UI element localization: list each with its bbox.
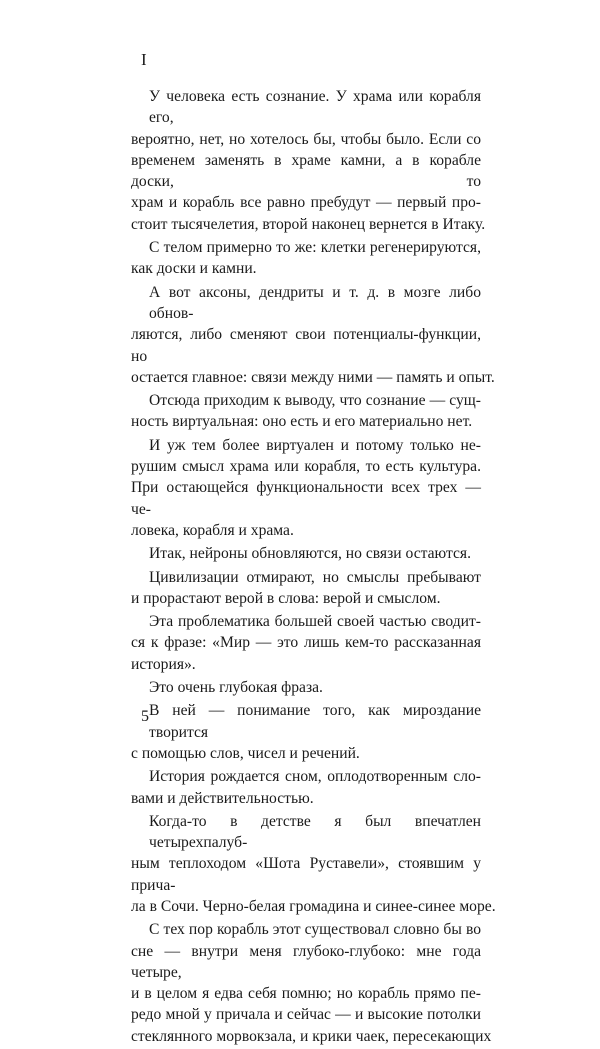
page-number: 5 bbox=[141, 708, 149, 725]
text-line: При остающейся функциональности всех трех — че- bbox=[131, 479, 481, 518]
text-line: С тех пор корабль этот существовал словно бы во bbox=[149, 921, 481, 939]
text-line: сне — внутри меня глубоко-глубоко: мне года четыре, bbox=[131, 942, 481, 981]
text-line: Отсюда приходим к выводу, что сознание — сущ- bbox=[149, 392, 481, 410]
text-line: редо мной у причала и сейчас — и высокие потолки bbox=[131, 1006, 481, 1024]
text-line: ляются, либо сменяют свои потенциалы-функции, но bbox=[131, 326, 481, 365]
text-line: стоит тысячелетия, второй наконец вернется в Итаку. bbox=[131, 215, 486, 233]
paragraph bbox=[131, 237, 481, 280]
text-line: В ней — понимание того, как мироздание творится bbox=[149, 702, 481, 741]
text-line: временем заменять в храме камни, а в корабле доски, то bbox=[131, 151, 481, 191]
paragraph bbox=[131, 435, 481, 541]
text-line: как доски и камни. bbox=[131, 260, 257, 278]
text-line: ловека, корабля и храма. bbox=[131, 521, 294, 539]
paragraph bbox=[131, 766, 481, 809]
text-line: и в целом я едва себя помню; но корабль прямо пе- bbox=[131, 985, 481, 1003]
text-line: вероятно, нет, но хотелось бы, чтобы было. Если со bbox=[131, 130, 481, 148]
text-line: У человека есть сознание. У храма или корабля его, bbox=[149, 88, 481, 127]
paragraph bbox=[131, 567, 481, 610]
text-line: ность виртуальная: оно есть и его материально нет. bbox=[131, 413, 473, 431]
text-line: и прорастают верой в слова: верой и смыслом. bbox=[131, 589, 441, 607]
text-line: Итак, нейроны обновляются, но связи остаются. bbox=[149, 545, 471, 563]
paragraph bbox=[131, 700, 481, 764]
paragraph bbox=[131, 86, 486, 235]
text-line: храм и корабль все равно пребудут — первый про- bbox=[131, 194, 481, 212]
text-line: История рождается сном, оплодотворенным сло- bbox=[149, 768, 481, 786]
text-line: ся к фразе: «Мир — это лишь кем-то рассказанная bbox=[131, 634, 481, 652]
body-text bbox=[131, 86, 496, 1049]
text-line: рушим смысл храма или корабля, то есть культура. bbox=[131, 458, 481, 476]
text-line: Эта проблематика большей своей частью сводит- bbox=[149, 613, 481, 631]
text-line: история». bbox=[131, 655, 196, 673]
text-line: остается главное: связи между ними — память и опыт. bbox=[131, 368, 495, 386]
text-line: Когда-то в детстве я был впечатлен четырехпалуб- bbox=[149, 812, 481, 852]
paragraph bbox=[131, 282, 495, 388]
text-line: стеклянного морвокзала, и крики чаек, пересекающих bbox=[131, 1027, 492, 1045]
chapter-number: I bbox=[141, 50, 147, 69]
text-line: ла в Сочи. Черно-белая громадина и синее-синее море. bbox=[131, 897, 496, 915]
text-line: вами и действительностью. bbox=[131, 789, 314, 807]
paragraph bbox=[131, 543, 481, 564]
paragraph bbox=[131, 677, 481, 698]
text-line: ным теплоходом «Шота Руставели», стоявшим у прича- bbox=[131, 855, 481, 894]
text-line: Цивилизации отмирают, но смыслы пребывают bbox=[149, 568, 481, 586]
text-line: А вот аксоны, дендриты и т. д. в мозге либо обнов- bbox=[149, 283, 481, 322]
paragraph bbox=[131, 611, 481, 675]
paragraph bbox=[131, 919, 492, 1047]
text-line: И уж тем более виртуален и потому только не- bbox=[149, 436, 481, 454]
text-line: С телом примерно то же: клетки регенерируются, bbox=[149, 239, 481, 257]
text-line: с помощью слов, чисел и речений. bbox=[131, 744, 360, 762]
paragraph bbox=[131, 811, 496, 917]
text-line: Это очень глубокая фраза. bbox=[149, 679, 323, 697]
paragraph bbox=[131, 390, 481, 433]
